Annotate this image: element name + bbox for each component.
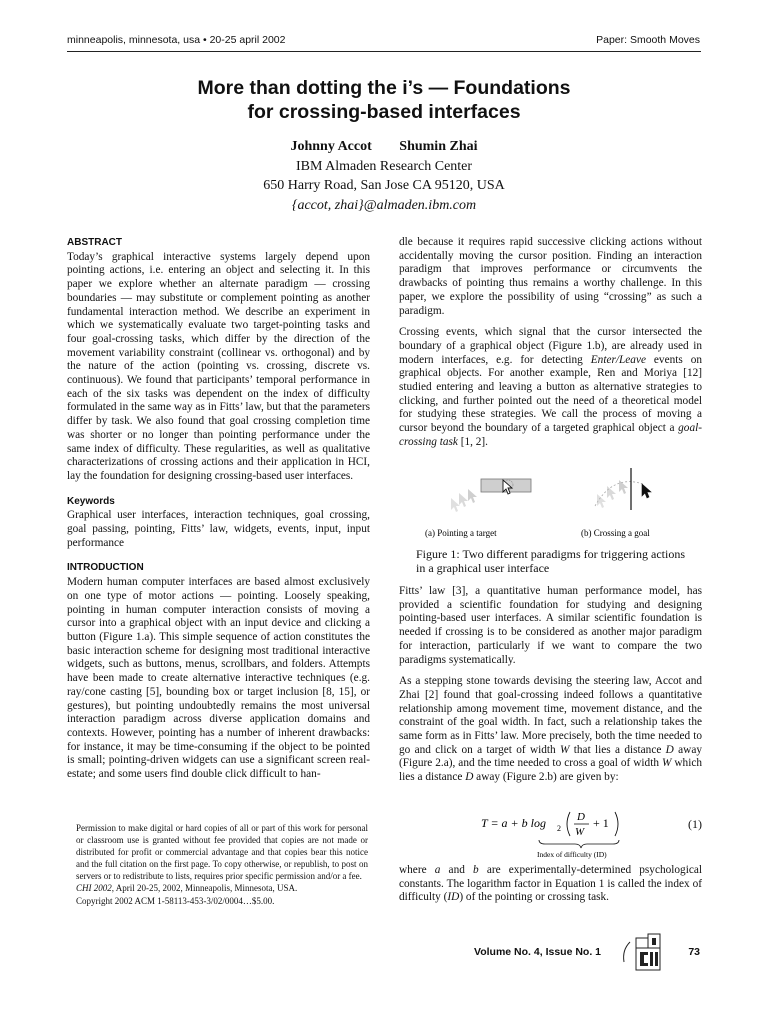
p4-var-w: W bbox=[560, 743, 570, 756]
p4-part-a: As a stepping stone towards devising the steering law, Accot and Zhai [2] found that goal-crossing indeed follows a quantitative relationship among movement time, movement distance, and the constraint of the goal width. In fact, such a relationship takes the same form as in Fitts’ law. More precisely, both the time needed to go and click on a target of width bbox=[399, 675, 702, 756]
right-column-lower bbox=[399, 585, 702, 785]
p4-part-e: away (Figure 2.b) are given by: bbox=[473, 771, 619, 784]
left-paren bbox=[567, 812, 570, 836]
abstract-text: Today’s graphical interactive systems largely depend upon pointing actions, i.e. entering an object and selecting it. In this paper we explore whether an alternate paradigm — crossing boundaries — may substitute or complement pointing as another fundamental interaction method. We describe an experiment in which we systematically evaluate two target-pointing tasks and four goal-crossing tasks, which differ by the direction of the movement variability constraint (collinear vs. orthogonal) and by the nature of the action (pointing vs. crossing, discrete vs. continuous). We found that participants’ temporal performance in each of the six tasks was dependent on the index of difficulty formulated in the same way as in Fitts’ law, but that the parameters differ by task. We also found that goal crossing completion time was shorter or no longer than pointing performance under the same index of difficulty. These regularities, as well as qualitative characterizations of crossing actions and their application in HCI, lay the foundation for designing crossing-based user interfaces. bbox=[67, 250, 370, 482]
cursor-trail-a bbox=[451, 489, 477, 512]
affiliation: IBM Almaden Research Center bbox=[295, 158, 473, 174]
equation-plus-one: + 1 bbox=[593, 816, 609, 830]
p2-part-b: events on graphical objects. For another example, Ren and Moriya [12] studied entering and leaving a button as alternative strategies to clicking, and further pointed out the need of a theoretical model for studying these strategies. We call the process of moving a cursor beyond the boundary of a targeted graphical object a bbox=[399, 353, 702, 435]
right-column-bottom bbox=[399, 864, 702, 905]
figure-1 bbox=[399, 462, 702, 542]
cursor-ghost bbox=[459, 493, 468, 507]
pointing-illustration bbox=[451, 479, 531, 512]
keywords-heading: Keywords bbox=[67, 495, 115, 507]
p5-var-a: a bbox=[434, 864, 441, 876]
underbrace-label: Index of difficulty (ID) bbox=[537, 850, 607, 859]
p2-enter-leave: Enter/Leave bbox=[590, 353, 646, 366]
venue-name: CHI 2002 bbox=[76, 883, 112, 894]
figure-1-caption: Figure 1: Two different paradigms for triggering actions in a graphical user interface bbox=[416, 547, 685, 575]
cursor-ghost bbox=[597, 494, 606, 508]
equation-numerator: D bbox=[577, 811, 585, 823]
logo-h bbox=[650, 952, 653, 966]
figure-subcaption-b: (b) Crossing a goal bbox=[581, 528, 650, 538]
logo-c-bottom bbox=[640, 963, 648, 966]
title-line-2: for crossing-based interfaces bbox=[247, 101, 521, 123]
p4-part-d: which lies a distance bbox=[399, 757, 703, 784]
title-line-1: More than dotting the i’s — Foundations bbox=[197, 77, 571, 99]
abstract-heading: ABSTRACT bbox=[67, 237, 122, 248]
introduction-paragraph-1-continued: dle because it requires rapid successive clicking actions without accidentally moving the cursor position. Finding an interaction paradigm that improves performance or circumvents the drawbacks of pointing thus remains a worthy challenge. In this paper, we explore the possibility of using “crossing” as such a paradigm. bbox=[399, 236, 702, 317]
equation-lhs: T = a + b log bbox=[481, 816, 546, 830]
p5-id: ID bbox=[447, 891, 460, 904]
permission-notice bbox=[76, 822, 368, 907]
author-name-1: Johnny Accot bbox=[290, 139, 372, 154]
right-column bbox=[399, 236, 702, 450]
equation-log-base: 2 bbox=[557, 824, 561, 833]
equation-1-drawing bbox=[399, 804, 659, 860]
footer-volume: Volume No. 4, Issue No. 1 bbox=[474, 946, 602, 958]
cursor-ghost bbox=[468, 489, 477, 503]
equation-number: (1) bbox=[688, 817, 702, 831]
p5-var-b: b bbox=[473, 864, 479, 876]
equation-1 bbox=[399, 804, 702, 860]
p5-part-a: where bbox=[399, 864, 435, 876]
venue-details: , April 20-25, 2002, Minneapolis, Minnesota, USA. bbox=[111, 883, 298, 894]
p5-part-c: ) of the pointing or crossing task. bbox=[459, 891, 610, 904]
p4-var-d: D bbox=[665, 743, 674, 756]
introduction-paragraph-4 bbox=[399, 675, 702, 785]
p4-part-c: away (Figure 2.a), and the time needed to cross a goal of width bbox=[399, 743, 702, 770]
logo-box-1 bbox=[636, 938, 648, 948]
page-number: 73 bbox=[688, 946, 700, 958]
running-header-left: minneapolis, minnesota, usa • 20-25 april 2002 bbox=[67, 34, 286, 46]
logo-i bbox=[655, 952, 658, 966]
introduction-paragraph-5 bbox=[399, 864, 702, 905]
author-block bbox=[67, 137, 701, 215]
cursor-ghost bbox=[451, 498, 460, 512]
right-paren bbox=[615, 812, 618, 836]
introduction-heading: INTRODUCTION bbox=[67, 562, 144, 574]
figure-subcaption-a: (a) Pointing a target bbox=[425, 528, 497, 538]
address: 650 Harry Road, San Jose CA 95120, USA bbox=[263, 178, 505, 193]
author-names bbox=[67, 137, 701, 157]
p4-var-d-2: D bbox=[465, 771, 474, 784]
letters-chi-logo-icon bbox=[618, 932, 670, 974]
p2-part-c: [1, 2]. bbox=[457, 435, 489, 448]
cursor-ghost bbox=[607, 486, 616, 500]
cursor-trail-b bbox=[597, 480, 628, 508]
permission-text: Permission to make digital or hard copies of all or part of this work for personal or classroom use is granted without fee provided that copies are not made or distributed for profit or commercial advantage and that copies bear this notice and the full citation on the first page. To copy otherwise, or republish, to post on servers or to redistribute to lists, requires prior specific permission and/or a fee. bbox=[76, 823, 368, 882]
copyright-line: Copyright 2002 ACM 1-58113-453-3/02/0004…$5.00. bbox=[76, 895, 275, 906]
keywords-text: Graphical user interfaces, interaction techniques, goal crossing, goal passing, pointing, Fitts’ law, widgets, events, input, input performance bbox=[67, 509, 370, 549]
crossing-illustration bbox=[595, 468, 651, 510]
introduction-paragraph-3: Fitts’ law [3], a quantitative human performance model, has provided a scientific foundation for studying and designing pointing-based user interfaces. A similar scientific foundation is needed if crossing is to be considered as another major paradigm for interaction, particularly if we want to compare the two paradigms systematically. bbox=[399, 585, 702, 666]
figure-1-drawing bbox=[399, 462, 702, 542]
p2-goal-crossing: goal-crossing task bbox=[399, 422, 702, 448]
logo-mark bbox=[652, 938, 656, 945]
logo-arc bbox=[624, 942, 630, 962]
venue-line bbox=[76, 882, 368, 894]
author-name-2: Shumin Zhai bbox=[399, 139, 478, 154]
header-rule bbox=[67, 51, 701, 52]
p4-part-b: that lies a distance bbox=[569, 743, 666, 756]
running-header-right: Paper: Smooth Moves bbox=[596, 34, 700, 46]
p5-and: and bbox=[440, 864, 474, 876]
p5-part-b: are experimentally-determined psychological constants. The logarithm factor in Equation 1 is called the index of difficulty ( bbox=[399, 864, 703, 904]
equation-denominator: W bbox=[575, 826, 585, 838]
cursor-arrow-icon bbox=[642, 484, 651, 498]
p2-part-a: Crossing events, which signal that the cursor intersected the boundary of a graphical object (Figure 1.b), are already used in modern interfaces, e.g. for detecting bbox=[399, 326, 702, 366]
left-column bbox=[67, 236, 370, 782]
logo-c-top bbox=[640, 952, 648, 955]
introduction-paragraph-1: Modern human computer interfaces are based almost exclusively on one type of motor actions — pointing. Loosely speaking, pointing in human computer interaction consists of moving a cursor into a graphical object with an input device and clicking a button (Figure 1.a). This simple sequence of action constitutes the basic interaction scheme for designing most traditional interactive widgets, such as buttons, menus, scrollbars, and folders. Attempts have been made to create alternative interactive techniques (e.g. ray/cone casting [5], bounding box or target inclusion [8, 15], or gestures), but pointing undoubtedly remains the most universal interaction paradigm across diverse application domains and contexts. However, pointing has a number of inherent drawbacks: for instance, it may be time-consuming if the object to be pointed is small; pointing-driven widgets can use a significant screen real-estate; and some users find double click difficult to han- bbox=[67, 576, 370, 781]
paper-title bbox=[67, 76, 701, 124]
permission-rule bbox=[67, 812, 370, 813]
underbrace bbox=[539, 840, 619, 848]
introduction-paragraph-2 bbox=[399, 326, 702, 449]
p4-var-w-2: W bbox=[661, 757, 672, 770]
author-email: {accot, zhai}@almaden.ibm.com bbox=[291, 197, 477, 213]
